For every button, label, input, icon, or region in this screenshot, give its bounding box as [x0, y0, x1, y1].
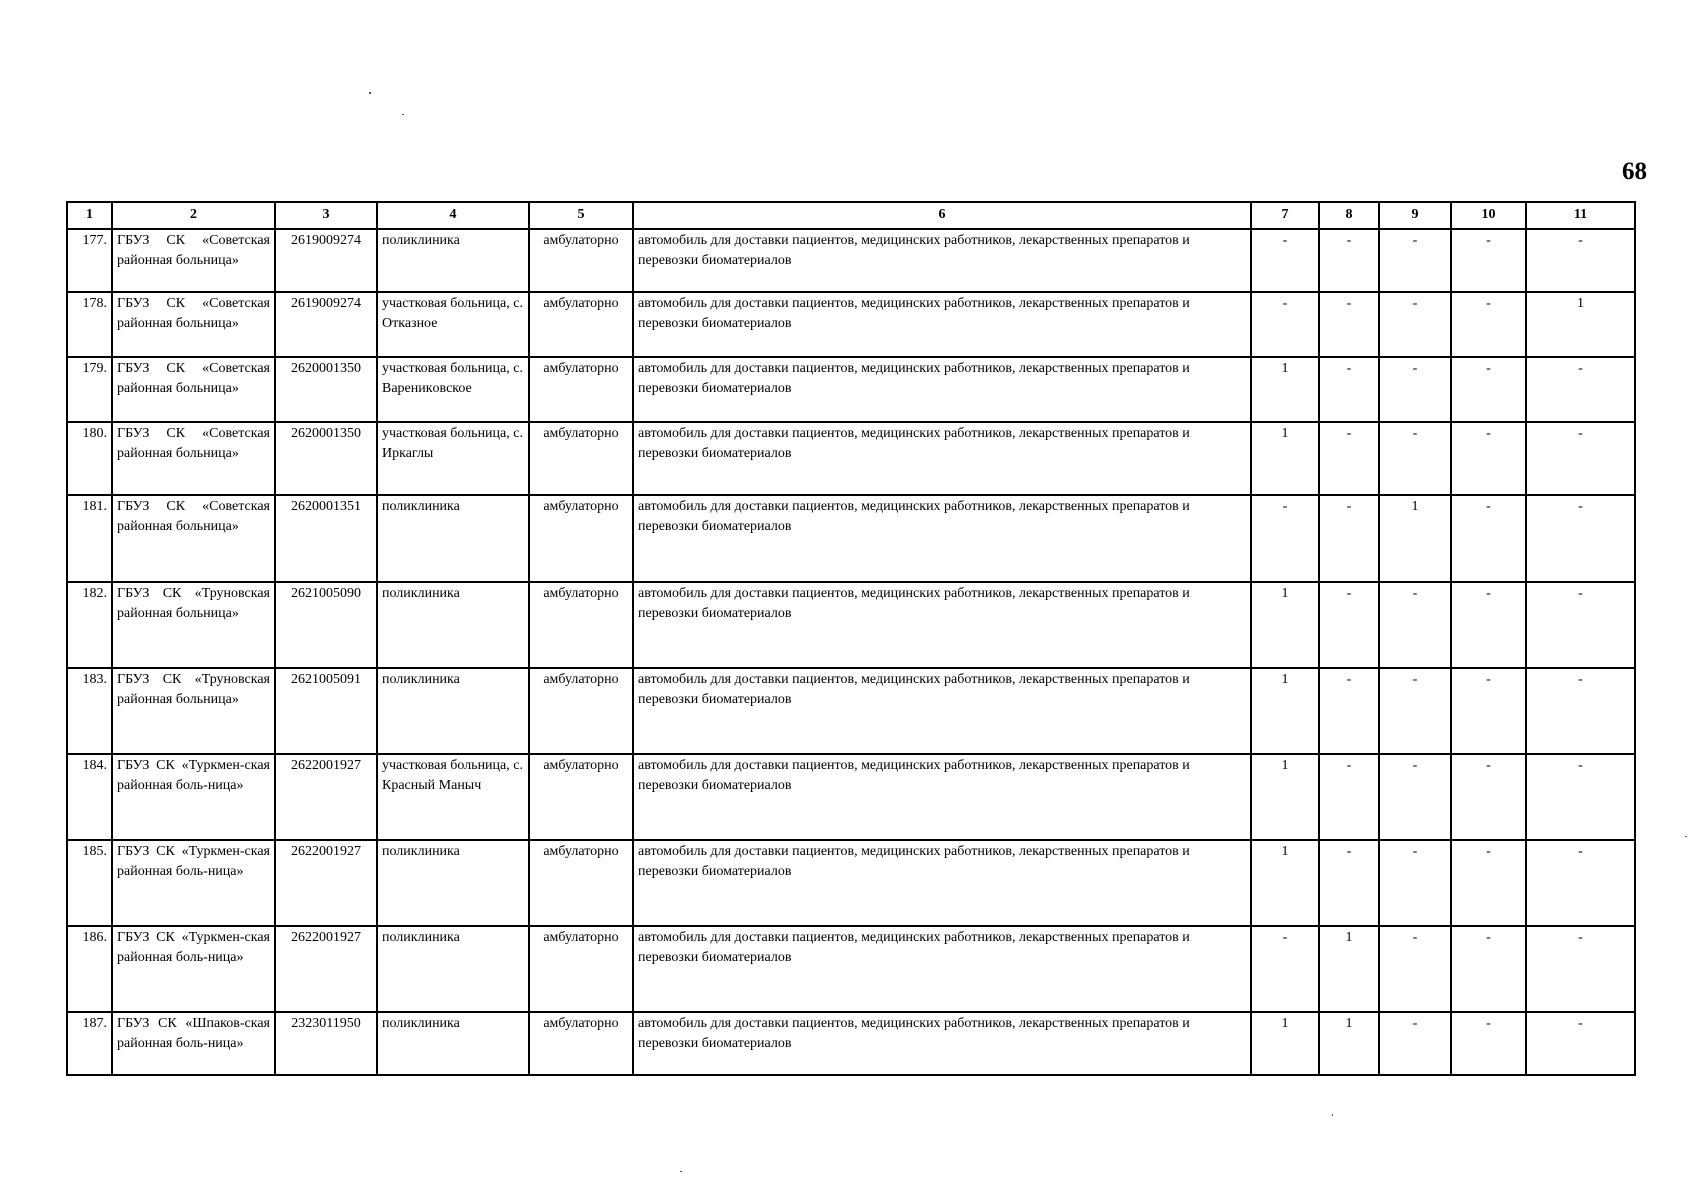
value-col-9: -	[1379, 582, 1451, 668]
value-col-8: -	[1319, 422, 1379, 495]
vehicle-description: автомобиль для доставки пациентов, медицинских работников, лекарственных препаратов и перевозки биоматериалов	[633, 582, 1251, 668]
care-condition: амбулаторно	[529, 582, 633, 668]
care-condition: амбулаторно	[529, 495, 633, 582]
row-number: 185.	[67, 840, 112, 926]
inn-code: 2622001927	[275, 926, 377, 1012]
column-header: 8	[1319, 202, 1379, 229]
column-header: 11	[1526, 202, 1635, 229]
facility-type: поликлиника	[377, 582, 529, 668]
value-col-11: -	[1526, 495, 1635, 582]
value-col-10: -	[1451, 582, 1526, 668]
facility-type: участковая больница, с. Отказное	[377, 292, 529, 357]
page-number: 68	[1622, 158, 1647, 185]
organization-name: ГБУЗ СК «Советская районная больница»	[112, 292, 275, 357]
value-col-10: -	[1451, 926, 1526, 1012]
inn-code: 2619009274	[275, 292, 377, 357]
value-col-7: 1	[1251, 422, 1319, 495]
organization-name: ГБУЗ СК «Туркмен-ская районная боль-ница»	[112, 926, 275, 1012]
inn-code: 2619009274	[275, 229, 377, 292]
vehicle-description: автомобиль для доставки пациентов, медицинских работников, лекарственных препаратов и перевозки биоматериалов	[633, 292, 1251, 357]
care-condition: амбулаторно	[529, 229, 633, 292]
value-col-7: -	[1251, 229, 1319, 292]
column-header: 7	[1251, 202, 1319, 229]
table-row	[67, 422, 1635, 495]
row-number: 182.	[67, 582, 112, 668]
value-col-7: -	[1251, 926, 1319, 1012]
value-col-7: 1	[1251, 582, 1319, 668]
table-row	[67, 357, 1635, 422]
vehicle-description: автомобиль для доставки пациентов, медицинских работников, лекарственных препаратов и перевозки биоматериалов	[633, 422, 1251, 495]
care-condition: амбулаторно	[529, 840, 633, 926]
scan-speck	[1685, 836, 1687, 837]
table-header-row	[67, 202, 1635, 229]
table-row	[67, 668, 1635, 754]
value-col-11: -	[1526, 754, 1635, 840]
value-col-10: -	[1451, 357, 1526, 422]
scan-speck	[680, 1171, 682, 1172]
value-col-9: -	[1379, 292, 1451, 357]
care-condition: амбулаторно	[529, 754, 633, 840]
value-col-9: -	[1379, 1012, 1451, 1075]
row-number: 184.	[67, 754, 112, 840]
value-col-9: -	[1379, 926, 1451, 1012]
value-col-11: -	[1526, 840, 1635, 926]
value-col-7: 1	[1251, 668, 1319, 754]
facility-type: поликлиника	[377, 668, 529, 754]
value-col-9: -	[1379, 357, 1451, 422]
column-header: 9	[1379, 202, 1451, 229]
value-col-11: -	[1526, 422, 1635, 495]
value-col-10: -	[1451, 840, 1526, 926]
table-row	[67, 926, 1635, 1012]
facility-type: поликлиника	[377, 229, 529, 292]
row-number: 186.	[67, 926, 112, 1012]
care-condition: амбулаторно	[529, 1012, 633, 1075]
value-col-7: 1	[1251, 840, 1319, 926]
table-row	[67, 582, 1635, 668]
value-col-8: -	[1319, 582, 1379, 668]
value-col-10: -	[1451, 1012, 1526, 1075]
row-number: 183.	[67, 668, 112, 754]
column-header: 6	[633, 202, 1251, 229]
value-col-10: -	[1451, 229, 1526, 292]
value-col-8: -	[1319, 754, 1379, 840]
inn-code: 2323011950	[275, 1012, 377, 1075]
value-col-8: -	[1319, 495, 1379, 582]
vehicle-description: автомобиль для доставки пациентов, медицинских работников, лекарственных препаратов и перевозки биоматериалов	[633, 1012, 1251, 1075]
column-header: 4	[377, 202, 529, 229]
value-col-8: 1	[1319, 926, 1379, 1012]
value-col-11: -	[1526, 668, 1635, 754]
organization-name: ГБУЗ СК «Шпаков-ская районная боль-ница»	[112, 1012, 275, 1075]
value-col-7: 1	[1251, 357, 1319, 422]
inn-code: 2620001350	[275, 422, 377, 495]
value-col-8: -	[1319, 357, 1379, 422]
organization-name: ГБУЗ СК «Советская районная больница»	[112, 495, 275, 582]
table-row	[67, 495, 1635, 582]
column-header: 1	[67, 202, 112, 229]
value-col-9: -	[1379, 840, 1451, 926]
value-col-11: -	[1526, 229, 1635, 292]
vehicle-description: автомобиль для доставки пациентов, медицинских работников, лекарственных препаратов и перевозки биоматериалов	[633, 495, 1251, 582]
row-number: 181.	[67, 495, 112, 582]
column-header: 2	[112, 202, 275, 229]
organization-name: ГБУЗ СК «Советская районная больница»	[112, 357, 275, 422]
value-col-9: -	[1379, 422, 1451, 495]
value-col-10: -	[1451, 422, 1526, 495]
vehicle-description: автомобиль для доставки пациентов, медицинских работников, лекарственных препаратов и перевозки биоматериалов	[633, 668, 1251, 754]
value-col-9: 1	[1379, 495, 1451, 582]
value-col-11: -	[1526, 1012, 1635, 1075]
register-table	[66, 201, 1636, 1076]
table-row	[67, 292, 1635, 357]
inn-code: 2621005090	[275, 582, 377, 668]
table-row	[67, 229, 1635, 292]
organization-name: ГБУЗ СК «Труновская районная больница»	[112, 582, 275, 668]
vehicle-description: автомобиль для доставки пациентов, медицинских работников, лекарственных препаратов и перевозки биоматериалов	[633, 754, 1251, 840]
value-col-7: 1	[1251, 1012, 1319, 1075]
facility-type: участковая больница, с. Вареникoвское	[377, 357, 529, 422]
inn-code: 2621005091	[275, 668, 377, 754]
column-header: 10	[1451, 202, 1526, 229]
care-condition: амбулаторно	[529, 292, 633, 357]
care-condition: амбулаторно	[529, 926, 633, 1012]
value-col-10: -	[1451, 754, 1526, 840]
care-condition: амбулаторно	[529, 668, 633, 754]
value-col-8: -	[1319, 292, 1379, 357]
table-row	[67, 840, 1635, 926]
value-col-8: -	[1319, 668, 1379, 754]
value-col-9: -	[1379, 229, 1451, 292]
inn-code: 2620001350	[275, 357, 377, 422]
value-col-7: -	[1251, 495, 1319, 582]
value-col-8: -	[1319, 840, 1379, 926]
facility-type: поликлиника	[377, 840, 529, 926]
table-row	[67, 1012, 1635, 1075]
value-col-9: -	[1379, 668, 1451, 754]
value-col-9: -	[1379, 754, 1451, 840]
table-row	[67, 754, 1635, 840]
value-col-11: 1	[1526, 292, 1635, 357]
scan-speck	[1332, 1114, 1333, 1116]
value-col-7: -	[1251, 292, 1319, 357]
row-number: 180.	[67, 422, 112, 495]
inn-code: 2622001927	[275, 840, 377, 926]
vehicle-description: автомобиль для доставки пациентов, медицинских работников, лекарственных препаратов и перевозки биоматериалов	[633, 229, 1251, 292]
value-col-10: -	[1451, 292, 1526, 357]
inn-code: 2622001927	[275, 754, 377, 840]
value-col-11: -	[1526, 357, 1635, 422]
value-col-11: -	[1526, 926, 1635, 1012]
vehicle-description: автомобиль для доставки пациентов, медицинских работников, лекарственных препаратов и перевозки биоматериалов	[633, 357, 1251, 422]
scan-speck	[402, 114, 404, 115]
facility-type: поликлиника	[377, 926, 529, 1012]
vehicle-description: автомобиль для доставки пациентов, медицинских работников, лекарственных препаратов и перевозки биоматериалов	[633, 926, 1251, 1012]
value-col-8: 1	[1319, 1012, 1379, 1075]
organization-name: ГБУЗ СК «Туркмен-ская районная боль-ница»	[112, 840, 275, 926]
scan-speck	[369, 92, 371, 94]
row-number: 177.	[67, 229, 112, 292]
value-col-11: -	[1526, 582, 1635, 668]
column-header: 3	[275, 202, 377, 229]
row-number: 179.	[67, 357, 112, 422]
organization-name: ГБУЗ СК «Труновская районная больница»	[112, 668, 275, 754]
organization-name: ГБУЗ СК «Туркмен-ская районная боль-ница»	[112, 754, 275, 840]
facility-type: поликлиника	[377, 1012, 529, 1075]
organization-name: ГБУЗ СК «Советская районная больница»	[112, 422, 275, 495]
facility-type: поликлиника	[377, 495, 529, 582]
vehicle-description: автомобиль для доставки пациентов, медицинских работников, лекарственных препаратов и перевозки биоматериалов	[633, 840, 1251, 926]
value-col-10: -	[1451, 495, 1526, 582]
facility-type: участковая больница, с. Иркаглы	[377, 422, 529, 495]
row-number: 178.	[67, 292, 112, 357]
organization-name: ГБУЗ СК «Советская районная больница»	[112, 229, 275, 292]
care-condition: амбулаторно	[529, 357, 633, 422]
care-condition: амбулаторно	[529, 422, 633, 495]
inn-code: 2620001351	[275, 495, 377, 582]
facility-type: участковая больница, с. Красный Маныч	[377, 754, 529, 840]
row-number: 187.	[67, 1012, 112, 1075]
value-col-7: 1	[1251, 754, 1319, 840]
value-col-10: -	[1451, 668, 1526, 754]
value-col-8: -	[1319, 229, 1379, 292]
column-header: 5	[529, 202, 633, 229]
